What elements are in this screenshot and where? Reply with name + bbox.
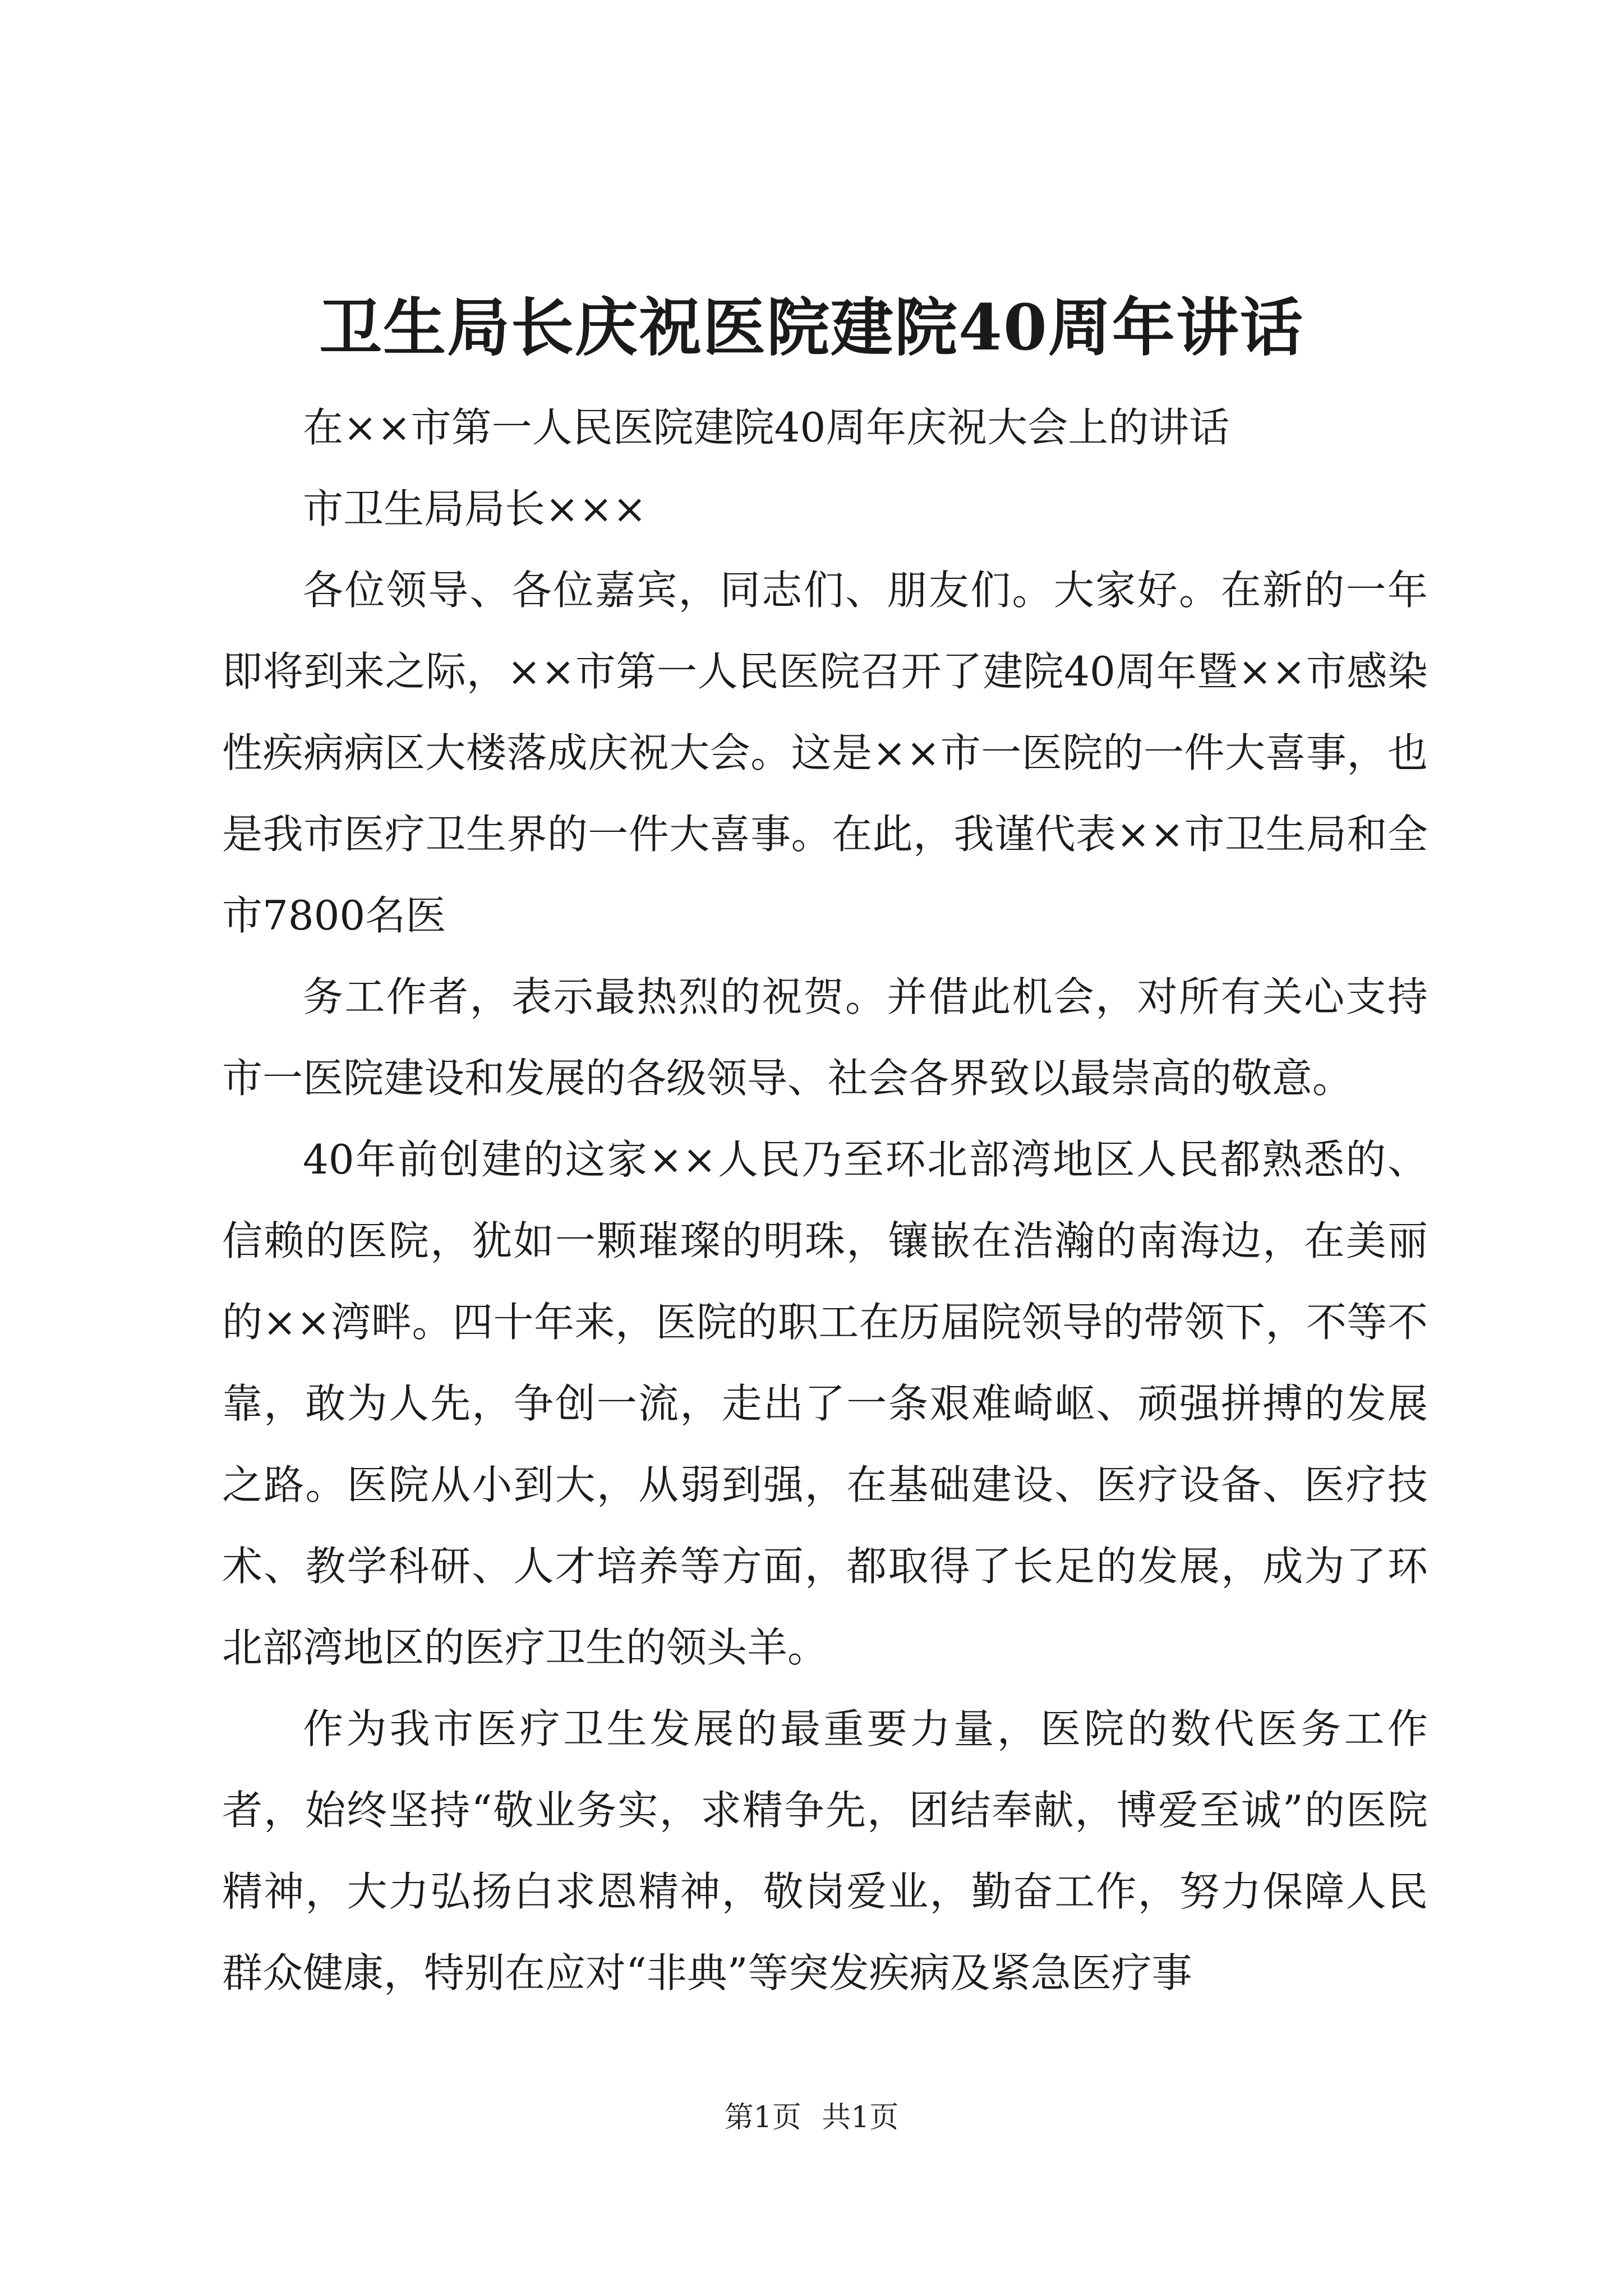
paragraph-history: 40年前创建的这家××人民乃至环北部湾地区人民都熟悉的、信赖的医院，犹如一颗璀璨的明珠，镶嵌在浩瀚的南海边，在美丽的××湾畔。四十年来，医院的职工在历届院领导的带领下，不等不靠，敢为人先，争创一流，走出了一条艰难崎岖、顽强拼搏的发展之路。医院从小到大，从弱到强，在基础建设、医疗设备、医疗技术、教学科研、人才培养等方面，都取得了长足的发展，成为了环北部湾地区的医疗卫生的领头羊。 [222,1136,1428,1671]
paragraph-spirit: 作为我市医疗卫生发展的最重要力量，医院的数代医务工作者，始终坚持“敬业务实，求精争先，团结奉献，博爱至诚”的医院精神，大力弘扬白求恩精神，敬岗爱业，勤奋工作，努力保障人民群众健康，特别在应对“非典”等突发疾病及紧急医疗事 [222,1705,1428,1996]
page-footer [0,2095,1623,2140]
document-title: 卫生局长庆祝医院建院40周年讲话 [319,291,1304,365]
page-total: 共1页 [822,2101,899,2134]
paragraph-speaker: 市卫生局局长××× [303,485,647,532]
page-number: 第1页 [724,2101,801,2134]
document-body [222,387,1428,2014]
paragraph-subtitle: 在××市第一人民医院建院40周年庆祝大会上的讲话 [303,404,1230,451]
paragraph-greeting: 各位领导、各位嘉宾，同志们、朋友们。大家好。在新的一年即将到来之际，××市第一人民医院召开了建院40周年暨××市感染性疾病病区大楼落成庆祝大会。这是××市一医院的一件大喜事，也是我市医疗卫生界的一件大喜事。在此，我谨代表××市卫生局和全市7800名医 [222,567,1428,939]
paragraph-thanks: 务工作者，表示最热烈的祝贺。并借此机会，对所有关心支持市一医院建设和发展的各级领导、社会各界致以最崇高的敬意。 [222,973,1428,1102]
